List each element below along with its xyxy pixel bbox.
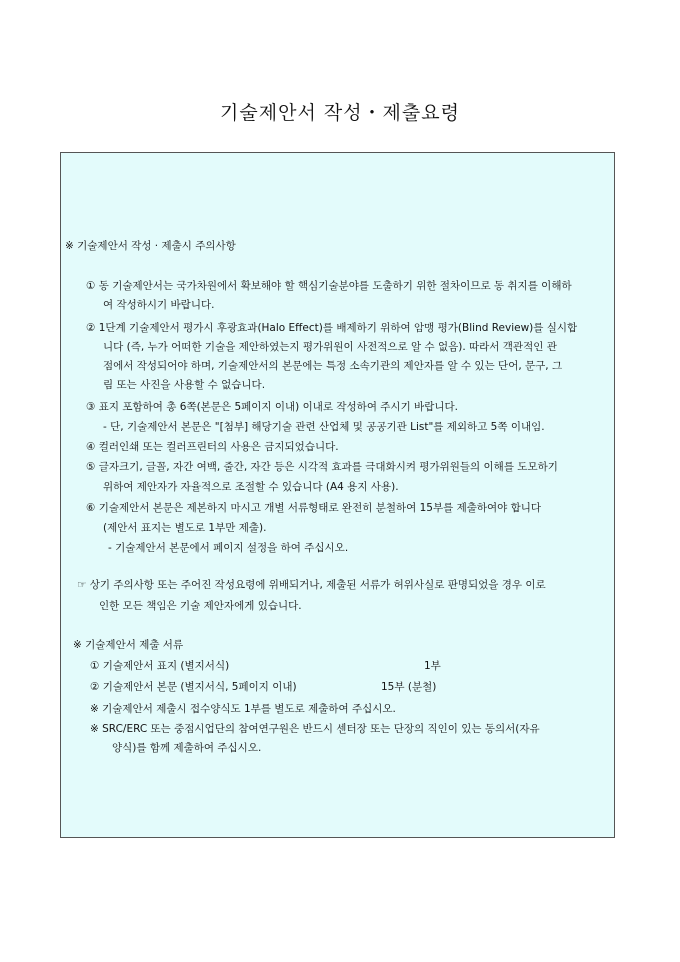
precaution-item: 니다 (즉, 누가 어떠한 기술을 제안하였는지 평가위원이 사전적으로 알 수 없음). 따라서 객관적인 관 xyxy=(103,341,557,353)
notice-line: ☞ 상기 주의사항 또는 주어진 작성요령에 위배되거나, 제출된 서류가 허위사실로 판명되었을 경우 이로 xyxy=(77,579,546,591)
precaution-item: ① 동 기술제안서는 국가차원에서 확보해야 할 핵심기술분야를 도출하기 위한 절차이므로 동 취지를 이해하 xyxy=(86,280,572,292)
document-count: 15부 (분철) xyxy=(381,681,437,693)
submission-note: ※ SRC/ERC 또는 중점시업단의 참여연구원은 반드시 센터장 또는 단장의 직인이 있는 동의서(자유 xyxy=(90,723,540,735)
section-heading-precautions: ※ 기술제안서 작성 · 제출시 주의사항 xyxy=(65,240,236,252)
precaution-item: (제안서 표지는 별도로 1부만 제출). xyxy=(103,522,267,534)
notice-line: 인한 모든 책임은 기술 제안자에게 있습니다. xyxy=(99,600,302,612)
precaution-item: ⑥ 기술제안서 본문은 제본하지 마시고 개별 서류형태로 완전히 분철하여 15부를 제출하여야 합니다 xyxy=(86,502,542,514)
precaution-item: 위하여 제안자가 자율적으로 조절할 수 있습니다 (A4 용지 사용). xyxy=(103,481,399,493)
submission-note: 양식)를 함께 제출하여 주십시오. xyxy=(112,742,262,754)
document-name: ② 기술제안서 본문 (별지서식, 5페이지 이내) xyxy=(90,681,297,693)
precaution-item: ⑤ 글자크기, 글꼴, 자간 여백, 줄간, 자간 등은 시각적 효과를 극대화시켜 평가위원들의 이해를 도모하기 xyxy=(86,461,558,473)
submission-note: ※ 기술제안서 제출시 접수양식도 1부를 별도로 제출하여 주십시오. xyxy=(90,703,396,715)
precaution-item: 여 작성하시기 바랍니다. xyxy=(103,299,215,311)
precaution-item: ② 1단계 기술제안서 평가시 후광효과(Halo Effect)를 배제하기 위하여 암맹 평가(Blind Review)를 실시합 xyxy=(86,322,578,334)
precaution-item: ③ 표지 포함하여 총 6쪽(본문은 5페이지 이내) 이내로 작성하여 주시기 바랍니다. xyxy=(86,401,458,413)
precaution-item: - 단, 기술제안서 본문은 "[첨부] 해당기술 관련 산업체 및 공공기관 List"를 제외하고 5쪽 이내임. xyxy=(103,421,545,433)
document-count: 1부 xyxy=(424,660,441,672)
section-heading-documents: ※ 기술제안서 제출 서류 xyxy=(73,639,184,651)
precaution-item: 림 또는 사진을 사용할 수 없습니다. xyxy=(103,379,266,391)
precaution-item: - 기술제안서 본문에서 페이지 설정을 하여 주십시오. xyxy=(108,542,349,554)
page-title: 기술제안서 작성・제출요령 xyxy=(220,102,460,124)
instructions-box xyxy=(60,152,615,838)
document-name: ① 기술제안서 표지 (별지서식) xyxy=(90,660,230,672)
precaution-item: ④ 컬러인쇄 또는 컬러프린터의 사용은 금지되었습니다. xyxy=(86,441,339,453)
precaution-item: 점에서 작성되어야 하며, 기술제안서의 본문에는 특정 소속기관의 제안자를 알 수 있는 단어, 문구, 그 xyxy=(103,360,563,372)
